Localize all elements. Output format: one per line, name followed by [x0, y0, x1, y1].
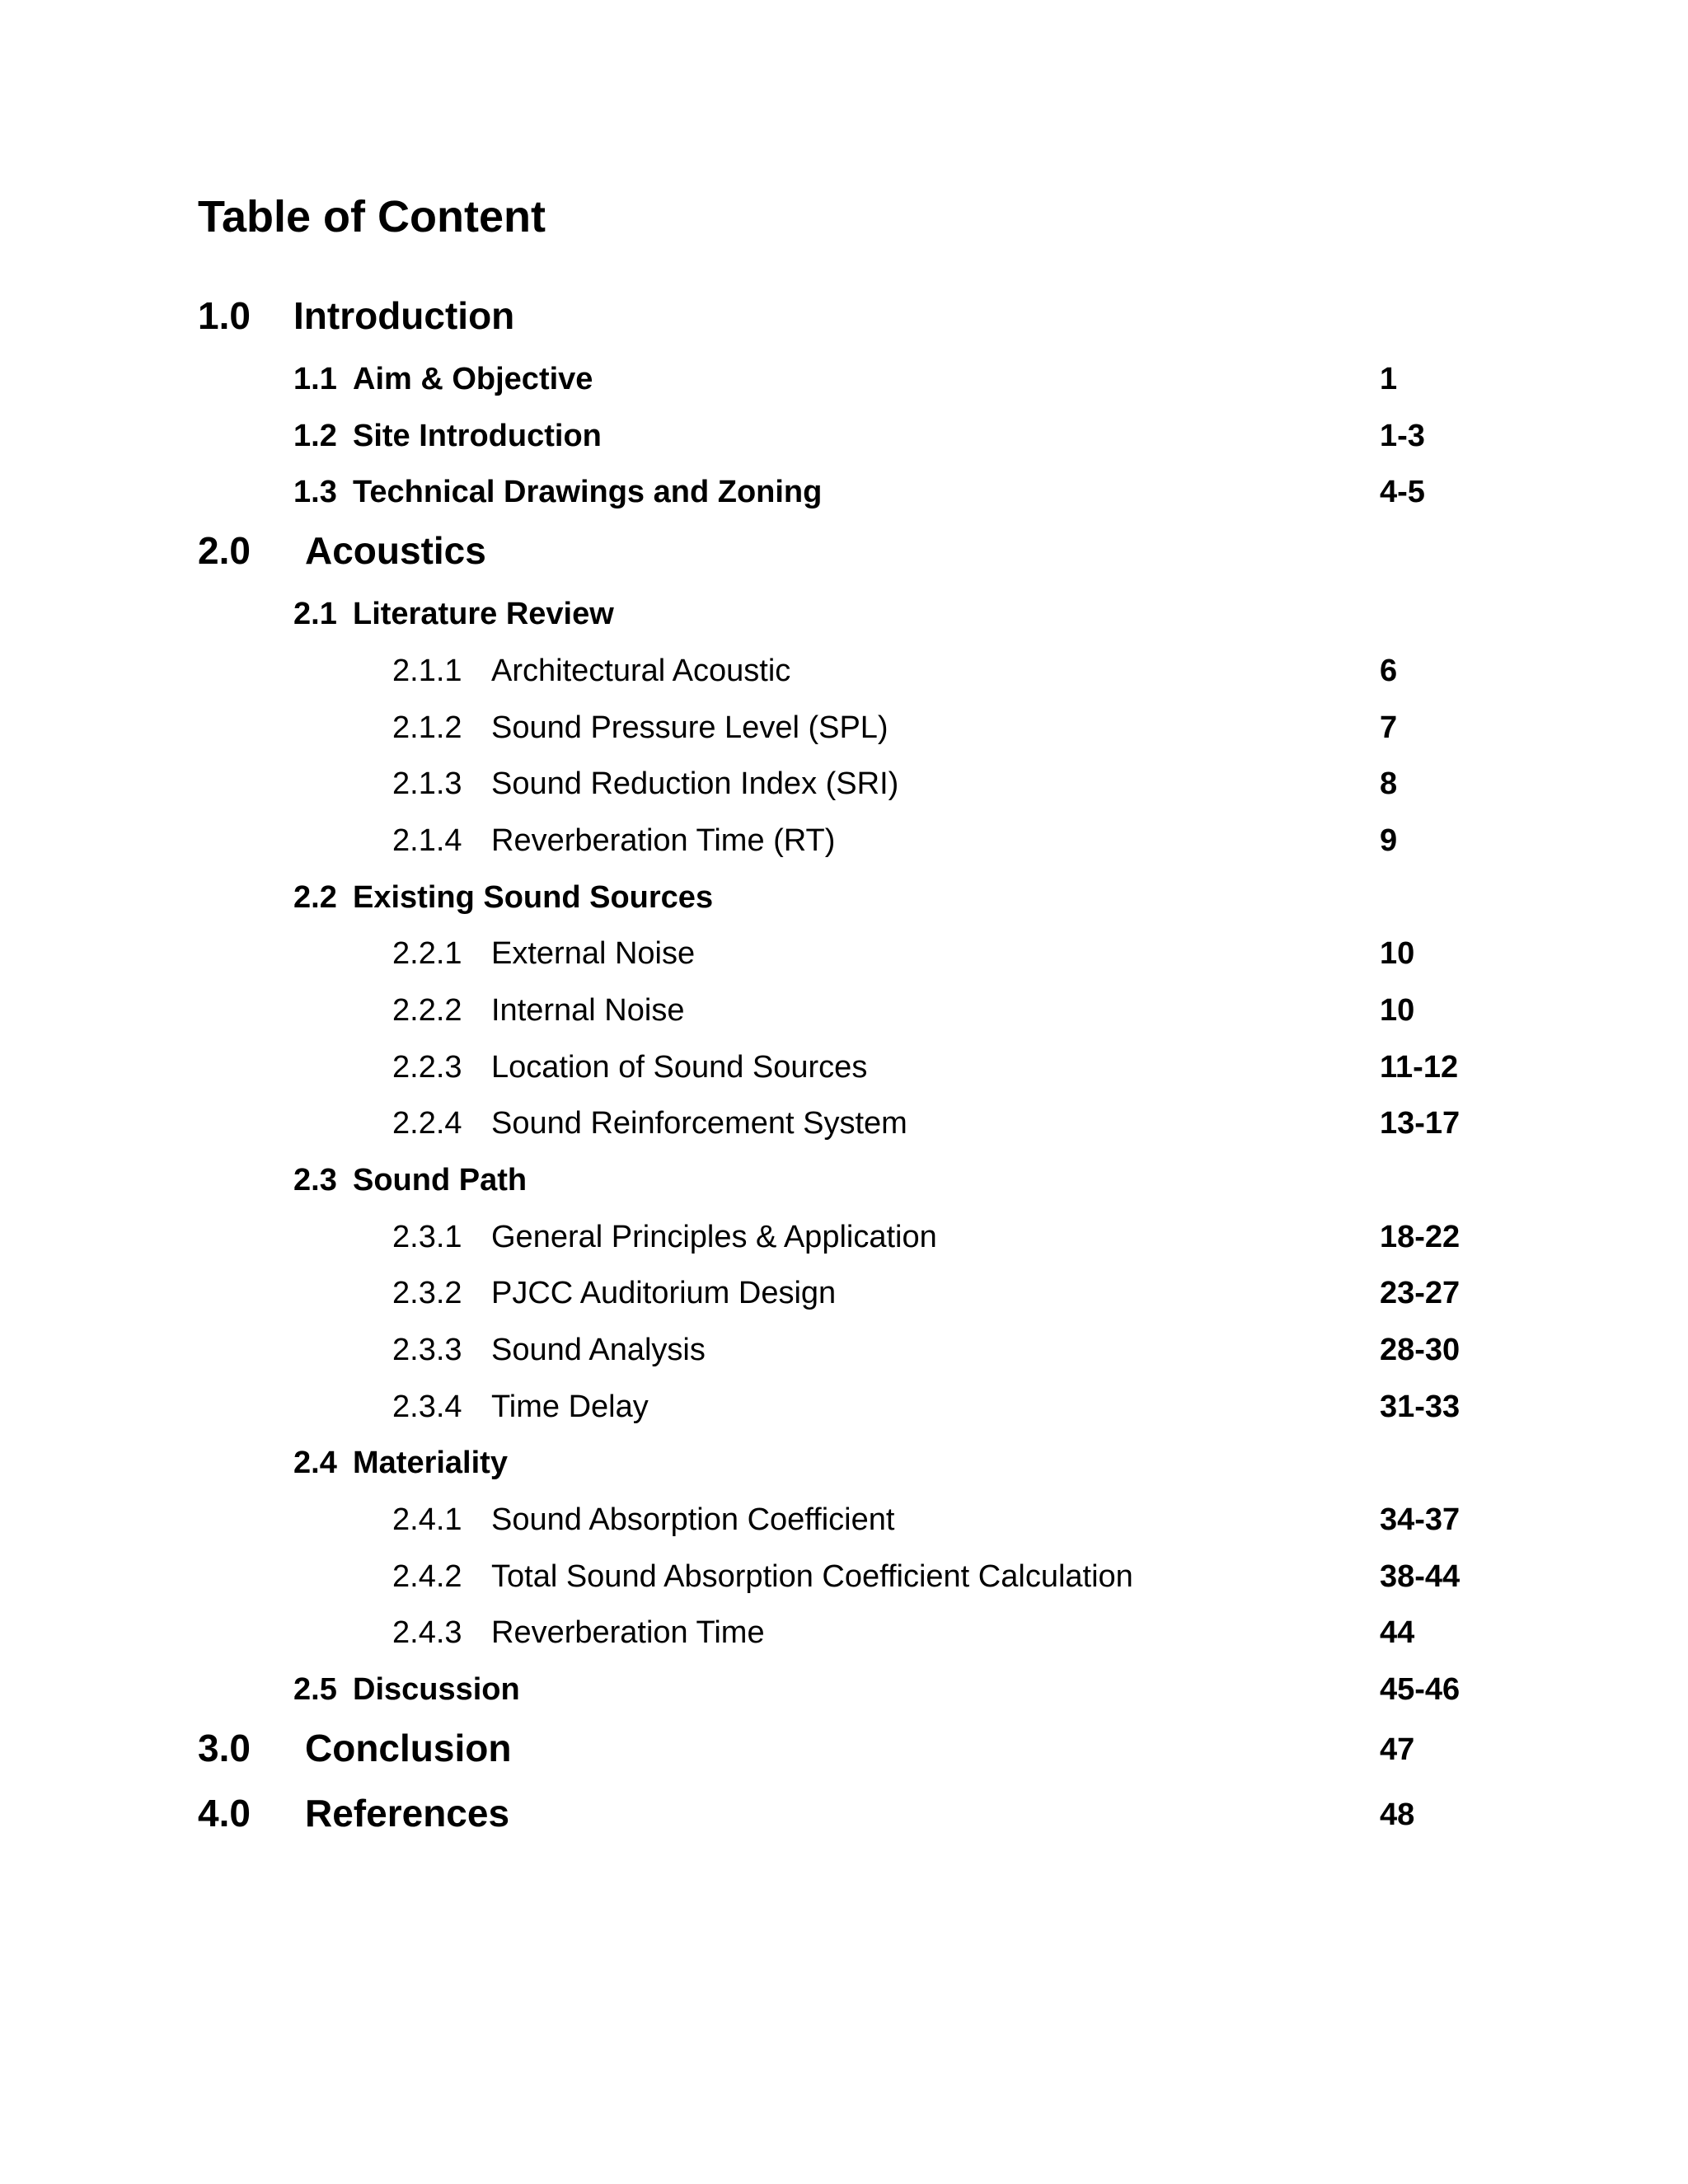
toc-section-label: Existing Sound Sources: [353, 880, 714, 915]
toc-page-number: 38-44: [1380, 1559, 1461, 1594]
toc-subsection-number: 2.1.1: [392, 654, 462, 688]
toc-page-number: 7: [1380, 710, 1398, 745]
toc-chapter-number: 3.0: [198, 1727, 251, 1769]
toc-section-label: Site Introduction: [353, 419, 602, 453]
toc-subsection-label: Sound Absorption Coefficient: [491, 1502, 895, 1537]
toc-chapter-label: Introduction: [293, 294, 515, 337]
toc-section-number: 2.1: [293, 597, 337, 631]
toc-chapter-label: Acoustics: [305, 529, 486, 572]
toc-page-number: 47: [1380, 1732, 1415, 1767]
toc-page-number: 10: [1380, 993, 1415, 1028]
toc-subsection-label: Total Sound Absorption Coefficient Calculation: [491, 1559, 1133, 1594]
toc-subsection-number: 2.4.3: [392, 1615, 462, 1650]
toc-chapter-label: Conclusion: [305, 1727, 512, 1769]
toc-subsection-number: 2.3.2: [392, 1276, 462, 1310]
toc-section-label: Aim & Objective: [353, 362, 593, 396]
toc-page-number: 18-22: [1380, 1220, 1461, 1254]
page-title: Table of Content: [198, 192, 546, 241]
toc-subsection-label: Reverberation Time (RT): [491, 823, 836, 858]
toc-section-number: 2.5: [293, 1672, 337, 1707]
toc-subsection-number: 2.1.3: [392, 766, 462, 801]
toc-subsection-number: 2.3.4: [392, 1390, 462, 1424]
toc-subsection-number: 2.1.2: [392, 710, 462, 745]
toc-page-number: 1: [1380, 362, 1398, 396]
toc-chapter-number: 2.0: [198, 529, 251, 572]
toc-page-number: 10: [1380, 936, 1415, 971]
toc-page-number: 8: [1380, 766, 1398, 801]
toc-subsection-label: Sound Reinforcement System: [491, 1106, 907, 1141]
toc-chapter-number: 1.0: [198, 294, 251, 337]
toc-page-number: 11-12: [1380, 1050, 1459, 1085]
toc-page-number: 23-27: [1380, 1276, 1461, 1310]
toc-page-number: 44: [1380, 1615, 1415, 1650]
toc-section-number: 1.1: [293, 362, 337, 396]
toc-subsection-label: Sound Analysis: [491, 1333, 706, 1367]
toc-subsection-number: 2.2.3: [392, 1050, 462, 1085]
toc-page-number: 9: [1380, 823, 1398, 858]
toc-page-number: 48: [1380, 1797, 1415, 1832]
toc-subsection-label: Reverberation Time: [491, 1615, 765, 1650]
toc-subsection-number: 2.3.1: [392, 1220, 462, 1254]
toc-subsection-number: 2.1.4: [392, 823, 462, 858]
toc-section-label: Technical Drawings and Zoning: [353, 475, 823, 509]
toc-page-number: 4-5: [1380, 475, 1425, 509]
toc-section-label: Sound Path: [353, 1163, 528, 1197]
toc-page-number: 45-46: [1380, 1672, 1461, 1707]
toc-subsection-number: 2.4.2: [392, 1559, 462, 1594]
toc-page-number: 31-33: [1380, 1390, 1461, 1424]
toc-section-label: Materiality: [353, 1446, 508, 1480]
toc-subsection-number: 2.2.4: [392, 1106, 462, 1141]
toc-subsection-label: Sound Reduction Index (SRI): [491, 766, 899, 801]
toc-subsection-label: PJCC Auditorium Design: [491, 1276, 837, 1310]
toc-section-number: 1.3: [293, 475, 337, 509]
toc-page-number: 34-37: [1380, 1502, 1461, 1537]
toc-subsection-label: Time Delay: [491, 1390, 649, 1424]
toc-chapter-number: 4.0: [198, 1792, 251, 1835]
toc-subsection-number: 2.3.3: [392, 1333, 462, 1367]
toc-section-label: Discussion: [353, 1672, 520, 1707]
toc-subsection-label: General Principles & Application: [491, 1220, 937, 1254]
toc-section-number: 2.3: [293, 1163, 337, 1197]
toc-subsection-number: 2.2.2: [392, 993, 462, 1028]
toc-page-number: 1-3: [1380, 419, 1425, 453]
toc-section-number: 1.2: [293, 419, 337, 453]
toc-subsection-label: Sound Pressure Level (SPL): [491, 710, 889, 745]
toc-subsection-label: Internal Noise: [491, 993, 685, 1028]
toc-subsection-number: 2.2.1: [392, 936, 462, 971]
toc-subsection-label: Location of Sound Sources: [491, 1050, 868, 1085]
toc-section-label: Literature Review: [353, 597, 614, 631]
toc-subsection-label: Architectural Acoustic: [491, 654, 791, 688]
toc-page-number: 6: [1380, 654, 1398, 688]
toc-chapter-label: References: [305, 1792, 510, 1835]
toc-subsection-number: 2.4.1: [392, 1502, 462, 1537]
toc-page-number: 28-30: [1380, 1333, 1461, 1367]
toc-page-number: 13-17: [1380, 1106, 1461, 1141]
toc-section-number: 2.4: [293, 1446, 337, 1480]
toc-subsection-label: External Noise: [491, 936, 696, 971]
toc-section-number: 2.2: [293, 880, 337, 915]
